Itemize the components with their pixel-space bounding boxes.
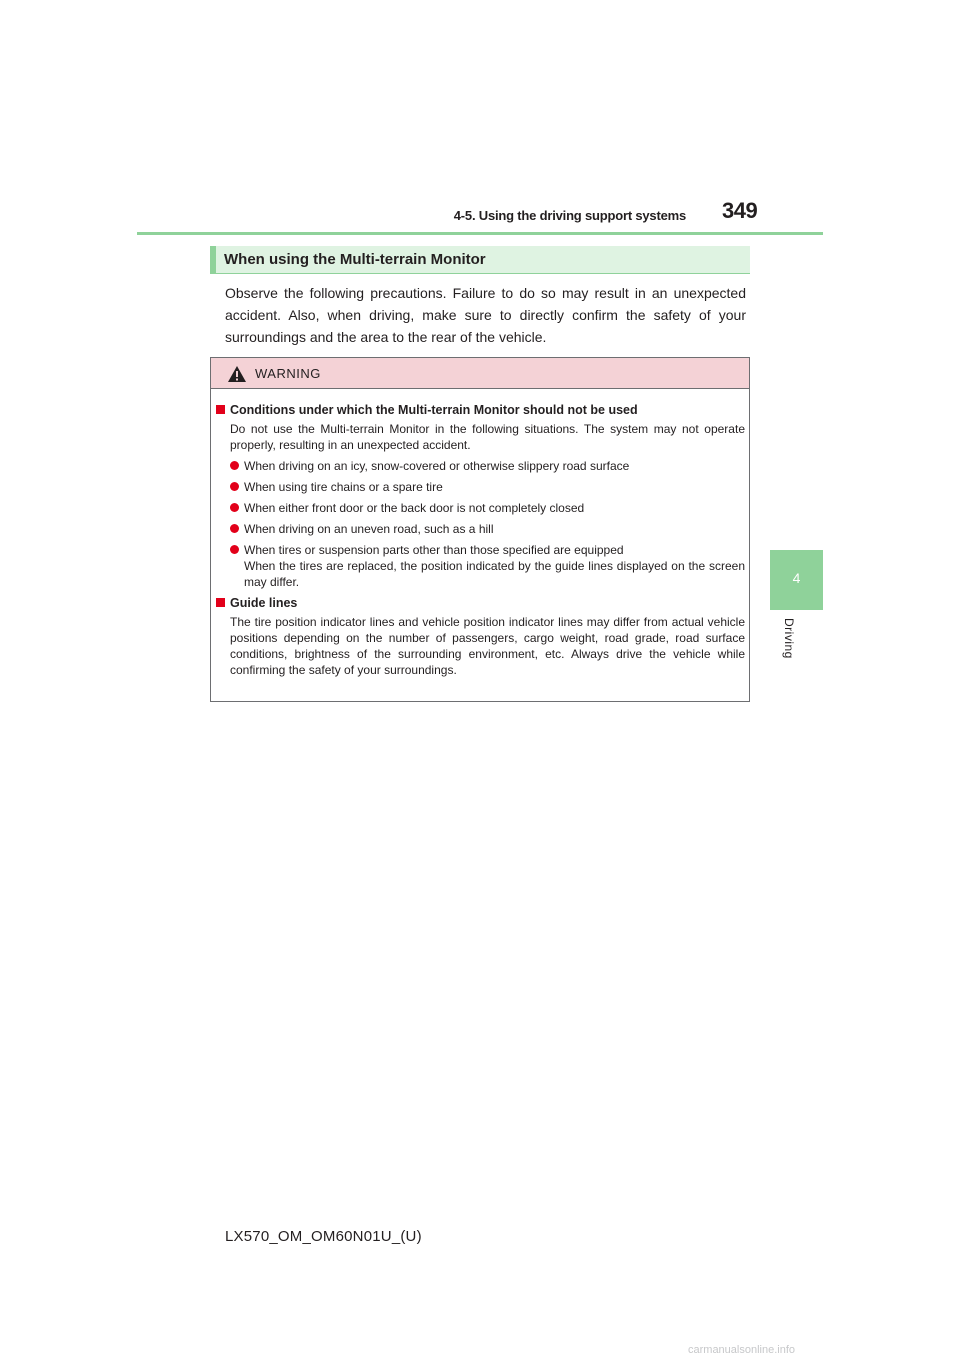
warning-title: WARNING [255, 366, 321, 381]
header-section-title: 4-5. Using the driving support systems [453, 208, 686, 223]
list-item-text: When either front door or the back door is not completely closed [244, 501, 585, 515]
warning-box [210, 357, 750, 702]
round-bullet-icon [230, 461, 239, 470]
warning-content [216, 402, 745, 683]
header-divider [137, 232, 823, 235]
square-bullet-icon [216, 405, 225, 414]
topic-heading-text: Conditions under which the Multi-terrain Monitor should not be used [230, 403, 638, 417]
manual-code: LX570_OM_OM60N01U_(U) [225, 1228, 422, 1245]
list-item-text: When driving on an icy, snow-covered or otherwise slippery road surface [244, 459, 630, 473]
round-bullet-icon [230, 482, 239, 491]
list-item-note: When the tires are replaced, the position indicated by the guide lines displayed on the screen may differ. [244, 559, 745, 589]
topic-heading-text: Guide lines [230, 596, 298, 610]
list-item [216, 521, 745, 537]
list-item [216, 542, 745, 590]
round-bullet-icon [230, 503, 239, 512]
list-item-text: When tires or suspension parts other than those specified are equipped [244, 543, 624, 557]
intro-paragraph: Observe the following precautions. Failure to do so may result in an unexpected accident. Also, when driving, make sure to directly confirm the safety of your surroundings and the area to the rear of the vehicle. [225, 285, 746, 345]
section-heading-accent [210, 246, 216, 274]
warning-triangle-icon [227, 365, 247, 383]
watermark: carmanualsonline.info [688, 1344, 796, 1356]
list-item [216, 458, 745, 474]
square-bullet-icon [216, 598, 225, 607]
section-heading [210, 246, 750, 274]
list-item [216, 479, 745, 495]
list-item-text: When driving on an uneven road, such as a hill [244, 522, 494, 536]
chapter-number: 4 [792, 570, 801, 586]
chapter-tab [770, 550, 823, 610]
warning-header [211, 358, 749, 389]
chapter-label: Driving [782, 618, 796, 659]
warning-topic-heading [216, 595, 745, 611]
topic-description: The tire position indicator lines and vehicle position indicator lines may differ from actual vehicle positions depending on the number of passengers, cargo weight, road grade, road surface conditions, brightness of the surrounding environment, etc. Always drive the vehicle while confirming the safety of your surroundings. [230, 615, 745, 677]
list-item [216, 500, 745, 516]
round-bullet-icon [230, 545, 239, 554]
warning-topic-heading [216, 402, 745, 418]
page-number: 349 [722, 198, 758, 223]
section-heading-text: When using the Multi-terrain Monitor [224, 251, 486, 268]
round-bullet-icon [230, 524, 239, 533]
topic-description: Do not use the Multi-terrain Monitor in the following situations. The system may not operate properly, resulting in an unexpected accident. [230, 422, 745, 452]
list-item-text: When using tire chains or a spare tire [244, 480, 443, 494]
